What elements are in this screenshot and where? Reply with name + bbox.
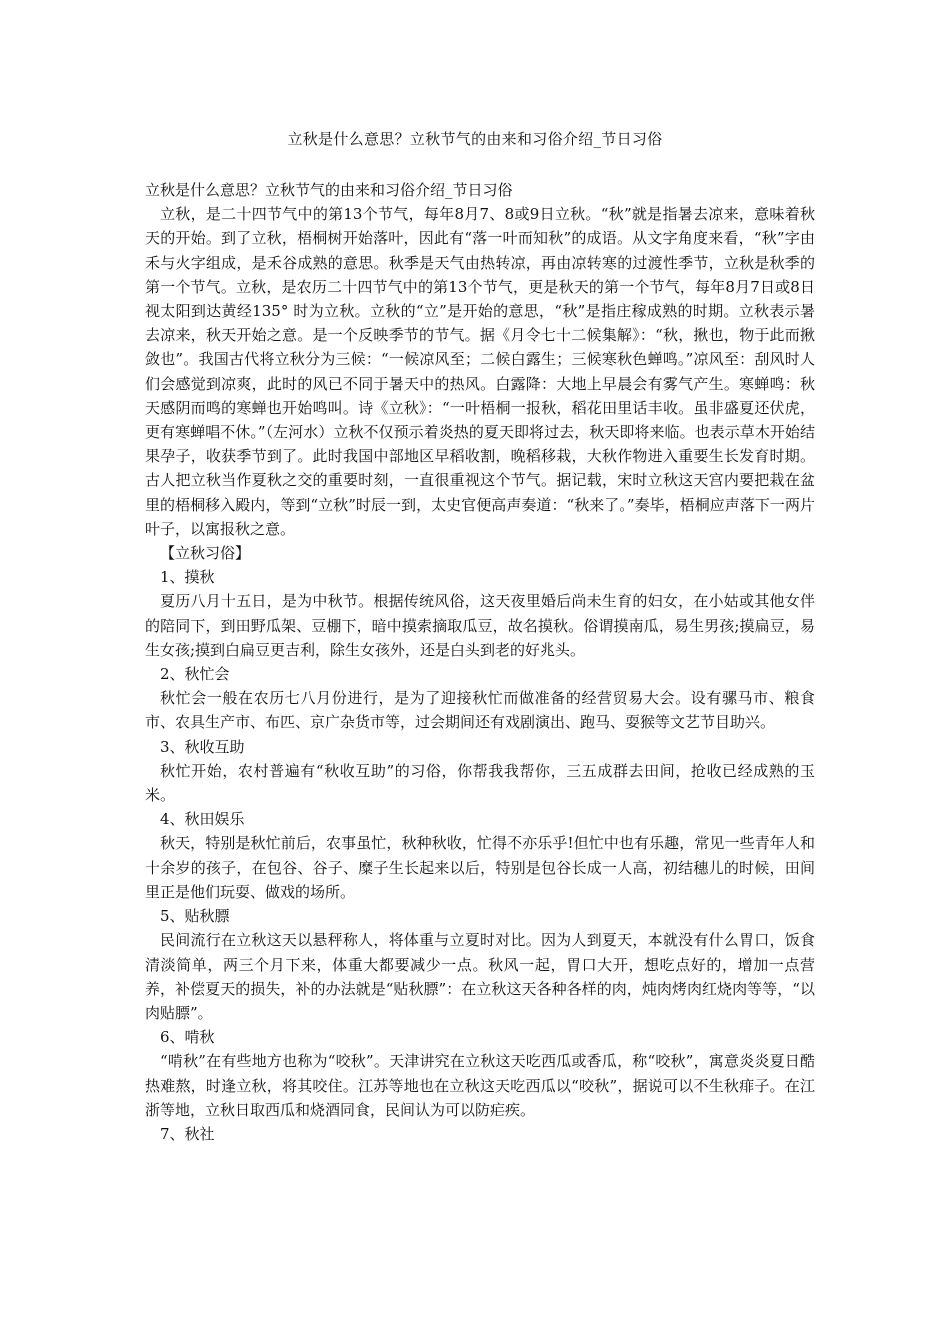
custom-title-4: 4、秋田娱乐 — [160, 810, 245, 829]
custom-body-2: 秋忙会一般在农历七八月份进行，是为了迎接秋忙而做准备的经营贸易大会。设有骡马市、粮食市、农具生产市、布匹、京广杂货市等，过会期间还有戏剧演出、跑马、耍猴等文艺节目助兴。 — [145, 689, 815, 732]
custom-title-3: 3、秋收互助 — [160, 737, 245, 756]
custom-body-6: “啃秋”在有些地方也称为“咬秋”。天津讲究在立秋这天吃西瓜或香瓜，称“咬秋”，寓意炎炎夏日酷热难熬，时逢立秋，将其咬住。江苏等地也在立秋这天吃西瓜以“咬秋”，据说可以不生秋痱子。在江浙等地，立秋日取西瓜和烧酒同食，民间认为可以防疟疾。 — [145, 1052, 815, 1119]
custom-title-7: 7、秋社 — [160, 1124, 215, 1143]
custom-body-4: 秋天，特别是秋忙前后，农事虽忙，秋种秋收，忙得不亦乐乎!但忙中也有乐趣，常见一些青年人和十余岁的孩子，在包谷、谷子、糜子生长起来以后，特别是包谷长成一人高，初结穗儿的时候，田间里正是他们玩耍、做戏的场所。 — [145, 834, 815, 901]
intro-paragraph: 立秋，是二十四节气中的第13个节气，每年8月7、8或9日立秋。“秋”就是指暑去凉来，意味着秋天的开始。到了立秋，梧桐树开始落叶，因此有“落一叶而知秋”的成语。从文字角度来看，“秋”字由禾与火字组成，是禾谷成熟的意思。秋季是天气由热转凉，再由凉转寒的过渡性季节，立秋是秋季的第一个节气。立秋，是农历二十四节气中的第13个节气，更是秋天的第一个节气，每年8月7日或8日视太阳到达黄经135° 时为立秋。立秋的“立”是开始的意思，“秋”是指庄稼成熟的时期。立秋表示暑去凉来，秋天开始之意。是一个反映季节的节气。据《月令七十二候集解》：“秋，揪也，物于此而揪敛也”。我国古代将立秋分为三候：“一候凉风至；二候白露生；三候寒秋色蝉鸣。”凉风至：刮风时人们会感觉到凉爽，此时的风已不同于暑天中的热风。白露降：大地上早晨会有雾气产生。寒蝉鸣：秋天感阴而鸣的寒蝉也开始鸣叫。诗《立秋》：“一叶梧桐一报秋，稻花田里话丰收。虽非盛夏还伏虎，更有寒蝉唱不休。”（左河水）立秋不仅预示着炎热的夏天即将过去，秋天即将来临。也表示草木开始结果孕子，收获季节到了。此时我国中部地区早稻收割，晚稻移栽，大秋作物进入重要生长发育时期。古人把立秋当作夏秋之交的重要时刻，一直很重视这个节气。据记载，宋时立秋这天宫内要把栽在盆里的梧桐移入殿内，等到“立秋”时辰一到，太史官便高声奏道：“秋来了。”奏毕，梧桐应声落下一两片叶子，以寓报秋之意。 — [145, 205, 815, 538]
custom-title-1: 1、摸秋 — [160, 568, 215, 587]
custom-title-2: 2、秋忙会 — [160, 665, 230, 684]
custom-title-6: 6、啃秋 — [160, 1028, 215, 1047]
custom-body-3: 秋忙开始，农村普遍有“秋收互助”的习俗，你帮我我帮你，三五成群去田间，抢收已经成熟的玉米。 — [145, 761, 815, 805]
page-title: 立秋是什么意思？立秋节气的由来和习俗介绍_节日习俗 — [287, 130, 663, 148]
article-body — [145, 178, 815, 1146]
custom-title-5: 5、贴秋膘 — [160, 907, 230, 926]
article-subtitle: 立秋是什么意思？立秋节气的由来和习俗介绍_节日习俗 — [145, 181, 513, 199]
custom-body-5: 民间流行在立秋这天以悬秤称人，将体重与立夏时对比。因为人到夏天，本就没有什么胃口，饭食清淡简单，两三个月下来，体重大都要减少一点。秋风一起，胃口大开，想吃点好的，增加一点营养，补偿夏天的损失，补的办法就是“贴秋膘”：在立秋这天各种各样的肉，炖肉烤肉红烧肉等等，“以肉贴膘”。 — [145, 931, 815, 1022]
customs-heading: 【立秋习俗】 — [160, 544, 251, 563]
custom-body-1: 夏历八月十五日，是为中秋节。根据传统风俗，这天夜里婚后尚未生育的妇女，在小姑或其他女伴的陪同下，到田野瓜架、豆棚下，暗中摸索摘取瓜豆，故名摸秋。俗谓摸南瓜，易生男孩;摸扁豆，易生女孩;摸到白扁豆更吉利，除生女孩外，还是白头到老的好兆头。 — [145, 592, 815, 659]
